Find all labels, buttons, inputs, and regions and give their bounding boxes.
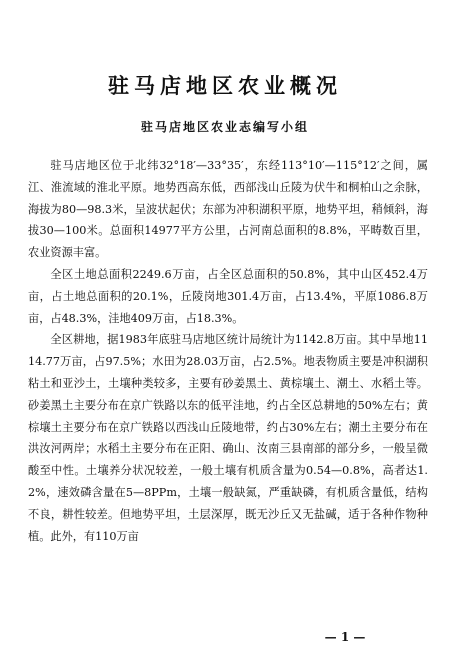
- paragraph-farmland: 全区耕地，据1983年底驻马店地区统计局统计为1142.8万亩。其中旱地1114.77万亩，占97.5%；水田为28.03万亩，占2.5%。地表物质主要是冲积湖积粘土和亚沙土，土壤种类较多，主要有砂姜黑土、黄棕壤土、潮土、水稻土等。砂姜黑土主要分布在京广铁路以东的低平洼地，约占全区总耕地的50%左右；黄棕壤土主要分布在京广铁路以西浅山丘陵地带，约占30%左右；潮土主要分布在洪汝河两岸；水稻土主要分布在正阳、确山、汝南三县南部的部分乡，一般呈微酸至中性。土壤养分状况较差，一般土壤有机质含量为0.54—0.8%，高者达1.2%，速效磷含量在5—8PPm，土壤一般缺氮，严重缺磷，有机质含量低，结构不良，耕性较差。但地势平坦，土层深厚，既无沙丘又无盐碱，适于各种作物种植。此外，有110万亩: [28, 333, 428, 543]
- document-body: [28, 155, 428, 547]
- document-author: 驻马店地区农业志编写小组: [140, 120, 309, 134]
- page-number: — 1 —: [324, 630, 366, 644]
- paragraph-location: 驻马店地区位于北纬32°18′—33°35′，东经113°10′—115°12′之间，属江、淮流域的淮北平原。地势西高东低，西部浅山丘陵为伏牛和桐柏山之余脉，海拔为80—98.3米，呈波状起伏；东部为冲积湖积平原，地势平坦，稍倾斜，海拔30—100米。总面积14977平方公里，占河南总面积的8.8%，平畴数百里，农业资源丰富。: [28, 159, 428, 260]
- document-title: 驻马店地区农业概况: [108, 74, 342, 98]
- paragraph-land-area: 全区土地总面积2249.6万亩，占全区总面积的50.8%，其中山区452.4万亩，占土地总面积的20.1%，丘陵岗地301.4万亩，占13.4%，平原1086.8万亩，占48.3%，洼地409万亩，占18.3%。: [28, 267, 428, 325]
